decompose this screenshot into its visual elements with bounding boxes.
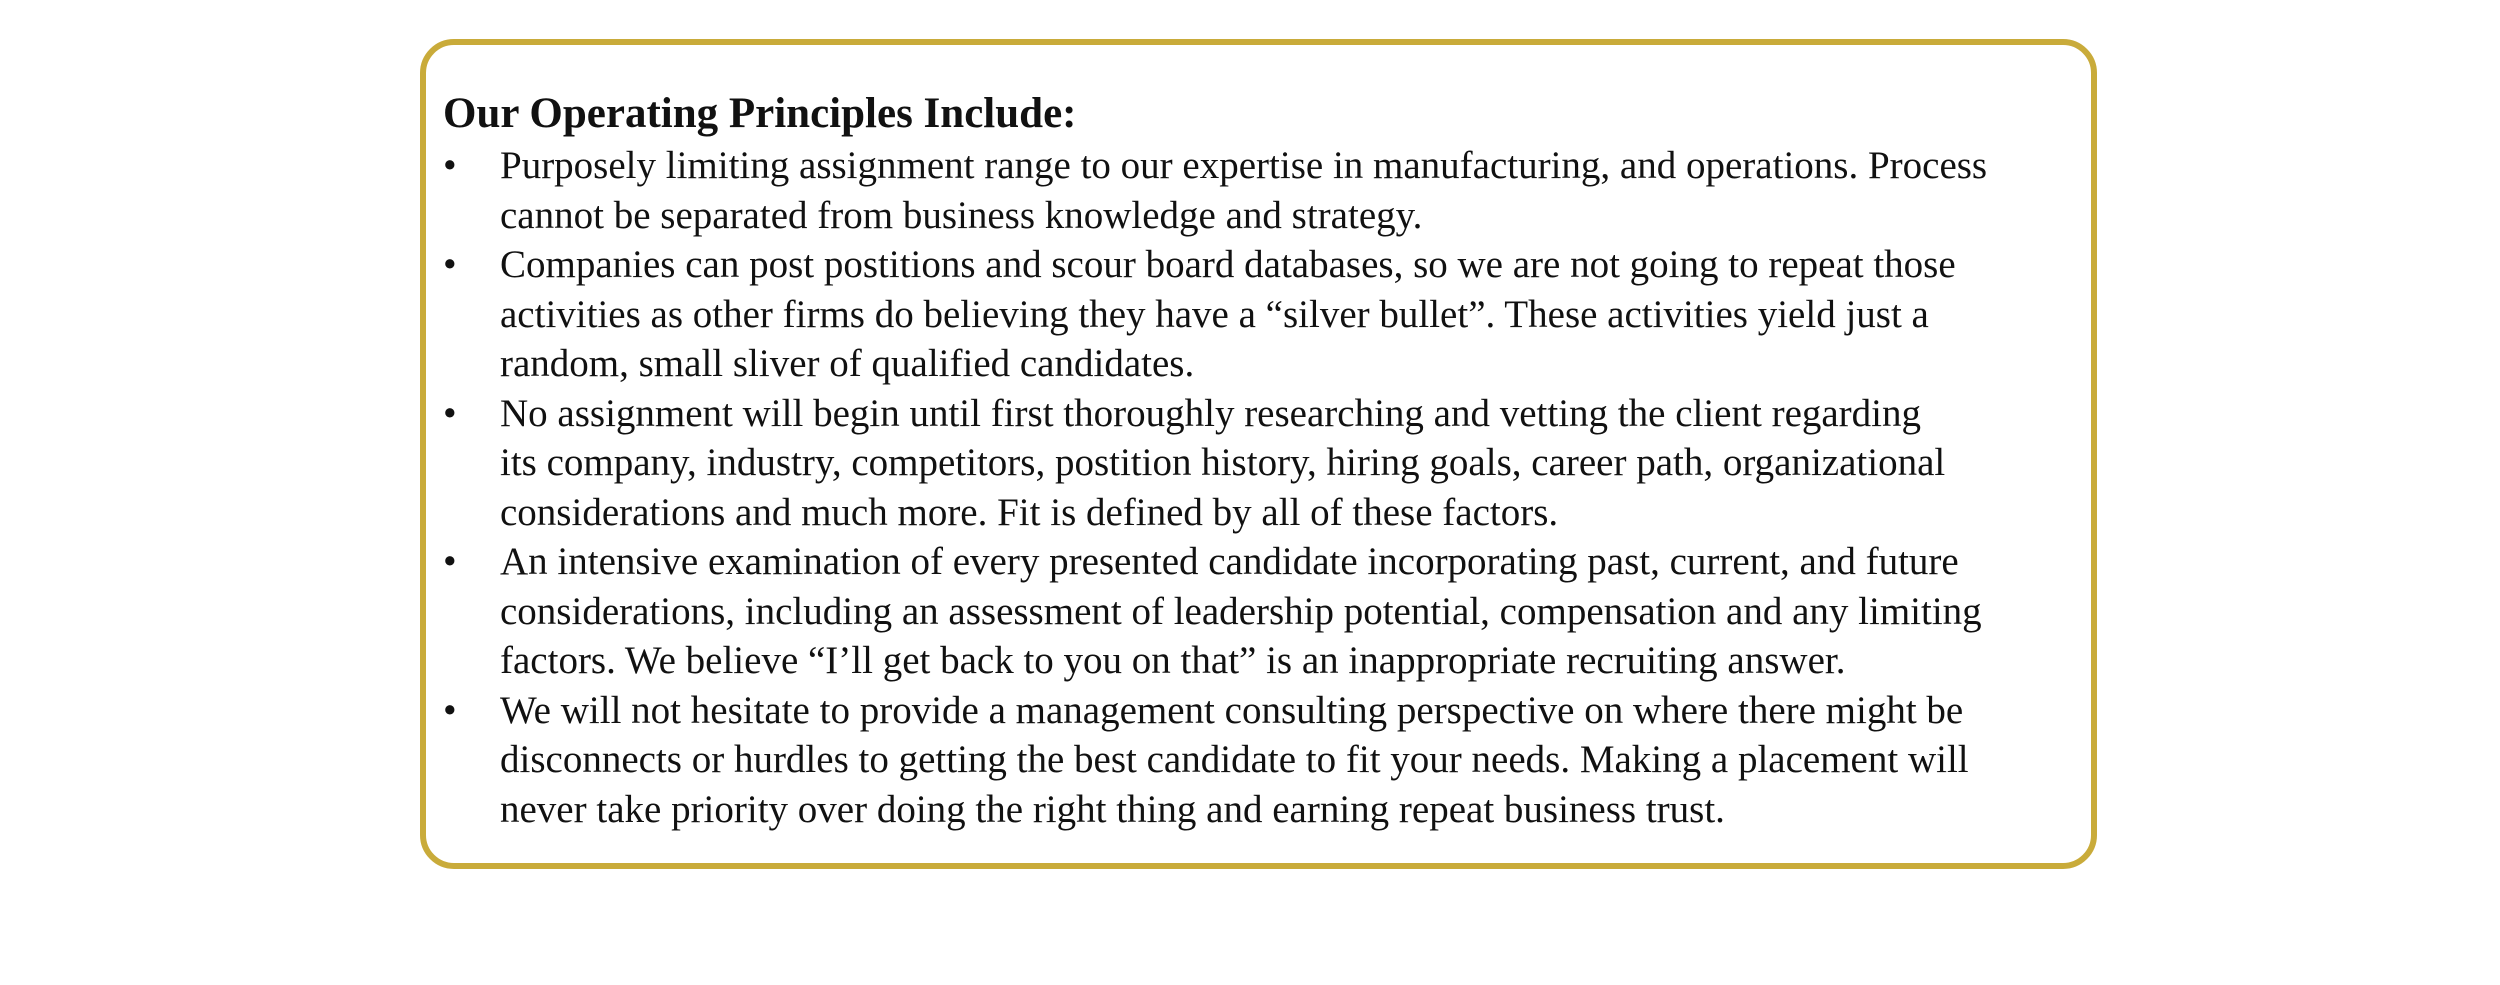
principle-text-line: random, small sliver of qualified candidates. — [500, 342, 1195, 385]
principle-text-line: its company, industry, competitors, postition history, hiring goals, career path, organizational — [500, 441, 1946, 484]
principles-heading: Our Operating Principles Include: — [443, 90, 1077, 137]
bullet-icon: • — [443, 391, 457, 435]
principle-text-line: No assignment will begin until first thoroughly researching and vetting the client regarding — [500, 391, 1922, 435]
principle-text-line: cannot be separated from business knowledge and strategy. — [500, 193, 1423, 237]
bullet-icon: • — [443, 688, 457, 732]
principle-item-5 — [443, 686, 2063, 835]
principle-item-4 — [443, 537, 2063, 686]
principle-item-3 — [443, 389, 2063, 538]
principles-list — [443, 141, 2063, 834]
principle-text-line: Companies can post postitions and scour board databases, so we are not going to repeat those — [500, 243, 1956, 286]
principle-text-line: disconnects or hurdles to getting the best candidate to fit your needs. Making a placement will — [500, 738, 1969, 781]
principle-text-line: An intensive examination of every presented candidate incorporating past, current, and future — [500, 540, 1959, 583]
principle-text-line: considerations and much more. Fit is defined by all of these factors. — [500, 490, 1559, 534]
principle-text-line: We will not hesitate to provide a management consulting perspective on where there might be — [500, 688, 1964, 732]
bullet-icon: • — [443, 540, 457, 583]
principle-item-2 — [443, 240, 2063, 389]
principle-item-1 — [443, 141, 2063, 240]
principle-text-line: factors. We believe “I’ll get back to you on that” is an inappropriate recruiting answer. — [500, 639, 1846, 682]
principle-text-line: activities as other firms do believing they have a “silver bullet”. These activities yield just a — [500, 292, 1929, 336]
principle-text-line: Purposely limiting assignment range to our expertise in manufacturing, and operations. Process — [500, 144, 1988, 187]
principle-text-line: considerations, including an assessment of leadership potential, compensation and any limiting — [500, 589, 1982, 633]
bullet-icon: • — [443, 243, 457, 286]
bullet-icon: • — [443, 144, 457, 187]
operating-principles-box — [420, 39, 2097, 869]
principle-text-line: never take priority over doing the right thing and earning repeat business trust. — [500, 787, 1725, 831]
